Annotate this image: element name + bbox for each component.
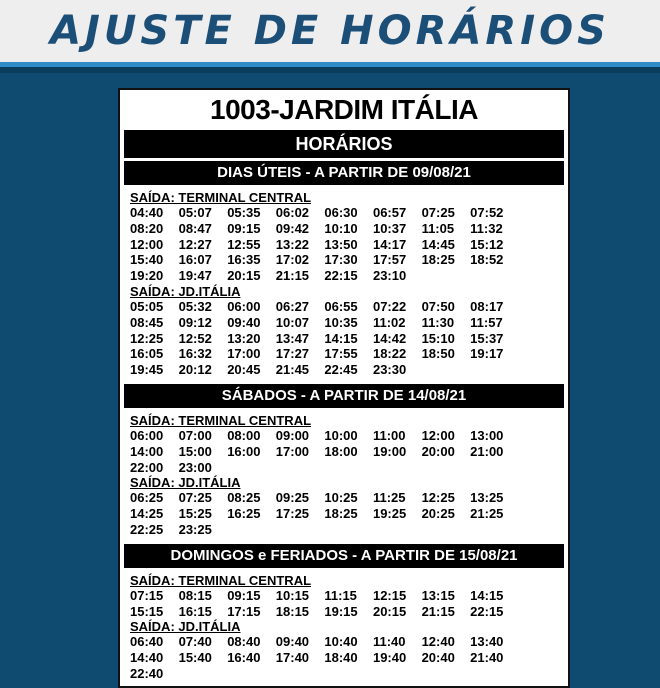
period-section bbox=[120, 185, 568, 381]
banner-title: AJUSTE DE HORÁRIOS bbox=[50, 8, 610, 54]
time-grid bbox=[130, 428, 560, 475]
departure-time: 09:40 bbox=[227, 314, 261, 330]
departure-time: 06:25 bbox=[130, 490, 164, 506]
departure-time: 13:00 bbox=[470, 427, 504, 443]
departure-label: SAÍDA: JD.ITÁLIA bbox=[130, 283, 241, 299]
departure-time: 16:00 bbox=[227, 443, 261, 459]
departure-time: 16:32 bbox=[178, 346, 212, 362]
departure-time: 06:30 bbox=[324, 205, 358, 220]
departure-time: 10:15 bbox=[275, 587, 310, 603]
time-grid bbox=[130, 490, 560, 537]
departure-time: 06:55 bbox=[324, 298, 358, 314]
departure-label: SAÍDA: TERMINAL CENTRAL bbox=[130, 412, 312, 428]
departure-time: 11:40 bbox=[372, 634, 406, 650]
departure-time: 20:15 bbox=[227, 268, 261, 284]
departure-time: 12:52 bbox=[178, 330, 212, 346]
departure-time: 17:55 bbox=[324, 346, 358, 362]
departure-time: 21:15 bbox=[275, 268, 310, 284]
departure-time: 09:12 bbox=[178, 314, 212, 330]
departure-time: 18:50 bbox=[421, 346, 455, 362]
departure-time: 08:47 bbox=[178, 220, 212, 236]
departure-label: SAÍDA: JD.ITÁLIA bbox=[130, 475, 241, 491]
period-section bbox=[120, 408, 568, 541]
departure-time: 17:30 bbox=[324, 252, 358, 268]
departure-time: 15:12 bbox=[470, 236, 504, 252]
departure-time: 22:40 bbox=[130, 665, 164, 681]
departure-time: 19:17 bbox=[470, 346, 504, 362]
departure-time: 17:40 bbox=[275, 650, 310, 666]
departure-time: 12:00 bbox=[130, 236, 164, 252]
departure-time: 22:45 bbox=[324, 362, 358, 378]
departure-time: 07:25 bbox=[421, 205, 455, 220]
departure-time: 14:00 bbox=[130, 443, 164, 459]
departure-time: 21:00 bbox=[470, 443, 504, 459]
departure-time: 04:40 bbox=[130, 205, 164, 220]
departure-time: 07:50 bbox=[421, 298, 455, 314]
departure-time: 05:32 bbox=[178, 298, 212, 314]
departure-time: 15:00 bbox=[178, 443, 212, 459]
departure-time: 21:45 bbox=[275, 362, 310, 378]
time-grid bbox=[130, 588, 560, 620]
departure-time: 12:15 bbox=[372, 587, 407, 603]
departure-time: 13:22 bbox=[275, 236, 310, 252]
period-section bbox=[120, 568, 568, 685]
schedule-card bbox=[118, 88, 570, 688]
departure-time: 10:10 bbox=[324, 220, 358, 236]
departure-time: 08:45 bbox=[130, 314, 164, 330]
departure-time: 20:40 bbox=[421, 650, 455, 666]
departure-time: 14:25 bbox=[130, 506, 164, 522]
departure-time: 14:40 bbox=[130, 650, 164, 666]
departure-time: 20:45 bbox=[227, 362, 261, 378]
departure-time: 19:45 bbox=[130, 362, 164, 378]
departure-time: 09:15 bbox=[227, 587, 261, 603]
departure-time: 21:40 bbox=[470, 650, 504, 666]
departure-time: 11:02 bbox=[372, 314, 406, 330]
departure-time: 06:00 bbox=[227, 298, 261, 314]
departure-time: 07:52 bbox=[470, 205, 504, 220]
departure-time: 14:42 bbox=[372, 330, 407, 346]
departure-time: 17:00 bbox=[227, 346, 261, 362]
departure-time: 11:57 bbox=[470, 314, 503, 330]
departure-time: 23:25 bbox=[178, 521, 212, 537]
departure-time: 07:15 bbox=[130, 587, 164, 603]
departure-time: 10:35 bbox=[324, 314, 358, 330]
departure-time: 07:40 bbox=[178, 634, 212, 650]
departure-time: 15:37 bbox=[470, 330, 504, 346]
departure-time: 09:25 bbox=[275, 490, 310, 506]
departure-time: 18:25 bbox=[421, 252, 455, 268]
departure-time: 13:20 bbox=[227, 330, 261, 346]
departure-time: 16:35 bbox=[227, 252, 261, 268]
departure-time: 09:15 bbox=[227, 220, 261, 236]
departure-time: 18:15 bbox=[275, 603, 310, 619]
departure-time: 14:45 bbox=[421, 236, 455, 252]
period-header: DOMINGOS e FERIADOS - A PARTIR DE 15/08/21 bbox=[124, 544, 564, 568]
departure-time: 10:07 bbox=[275, 314, 310, 330]
departure-time: 12:25 bbox=[421, 490, 455, 506]
departure-time: 06:40 bbox=[130, 634, 164, 650]
departure-time: 18:22 bbox=[372, 346, 407, 362]
departure-time: 10:25 bbox=[324, 490, 358, 506]
departure-time: 09:40 bbox=[275, 634, 310, 650]
departure-time: 17:25 bbox=[275, 506, 310, 522]
departure-time: 10:40 bbox=[324, 634, 358, 650]
departure-time: 08:15 bbox=[178, 587, 212, 603]
departure-time: 09:42 bbox=[275, 220, 310, 236]
departure-time: 08:20 bbox=[130, 220, 164, 236]
departure-time: 12:40 bbox=[421, 634, 455, 650]
departure-time: 19:40 bbox=[372, 650, 407, 666]
departure-time: 18:25 bbox=[324, 506, 358, 522]
departure-time: 11:30 bbox=[421, 314, 455, 330]
departure-time: 06:00 bbox=[130, 427, 164, 443]
departure-time: 22:00 bbox=[130, 459, 164, 475]
route-title: 1003-JARDIM ITÁLIA bbox=[210, 94, 478, 125]
departure-time: 05:05 bbox=[130, 298, 164, 314]
departure-time: 19:25 bbox=[372, 506, 407, 522]
departure-time: 08:00 bbox=[227, 427, 261, 443]
departure-time: 06:57 bbox=[372, 205, 407, 220]
departure-time: 19:15 bbox=[324, 603, 358, 619]
departure-time: 13:47 bbox=[275, 330, 310, 346]
departure-time: 15:15 bbox=[130, 603, 164, 619]
departure-time: 17:27 bbox=[275, 346, 310, 362]
departure-time: 10:37 bbox=[372, 220, 407, 236]
departure-time: 15:25 bbox=[178, 506, 212, 522]
departure-time: 21:25 bbox=[470, 506, 504, 522]
departure-time: 12:55 bbox=[227, 236, 261, 252]
departure-time: 15:40 bbox=[178, 650, 212, 666]
departure-time: 21:15 bbox=[421, 603, 455, 619]
schedule-header: HORÁRIOS bbox=[124, 130, 564, 158]
departure-time: 12:27 bbox=[178, 236, 212, 252]
departure-time: 14:15 bbox=[470, 587, 504, 603]
departure-time: 11:32 bbox=[470, 220, 503, 236]
banner-stripe-dark bbox=[0, 67, 660, 73]
departure-time: 19:47 bbox=[178, 268, 212, 284]
departure-time: 15:40 bbox=[130, 252, 164, 268]
departure-time: 18:40 bbox=[324, 650, 358, 666]
departure-time: 18:00 bbox=[324, 443, 358, 459]
departure-time: 17:57 bbox=[372, 252, 407, 268]
departure-time: 11:05 bbox=[421, 220, 455, 236]
departure-time: 22:15 bbox=[324, 268, 358, 284]
departure-label: SAÍDA: TERMINAL CENTRAL bbox=[130, 572, 312, 588]
schedule-periods bbox=[120, 161, 568, 685]
departure-time: 16:40 bbox=[227, 650, 261, 666]
period-header: SÁBADOS - A PARTIR DE 14/08/21 bbox=[124, 384, 564, 408]
departure-time: 09:00 bbox=[275, 427, 310, 443]
departure-time: 11:00 bbox=[372, 427, 406, 443]
departure-time: 08:17 bbox=[470, 298, 504, 314]
departure-time: 13:15 bbox=[421, 587, 455, 603]
departure-time: 07:00 bbox=[178, 427, 212, 443]
departure-time: 23:10 bbox=[372, 268, 407, 284]
time-grid bbox=[130, 299, 560, 378]
departure-time: 19:20 bbox=[130, 268, 164, 284]
departure-time: 15:10 bbox=[421, 330, 455, 346]
departure-time: 14:15 bbox=[324, 330, 358, 346]
departure-time: 16:05 bbox=[130, 346, 164, 362]
departure-time: 05:35 bbox=[227, 205, 261, 220]
departure-time: 05:07 bbox=[178, 205, 212, 220]
departure-time: 20:00 bbox=[421, 443, 455, 459]
departure-time: 23:30 bbox=[372, 362, 407, 378]
departure-time: 17:00 bbox=[275, 443, 310, 459]
departure-time: 12:00 bbox=[421, 427, 455, 443]
departure-time: 16:25 bbox=[227, 506, 261, 522]
departure-time: 10:00 bbox=[324, 427, 358, 443]
departure-time: 11:25 bbox=[372, 490, 406, 506]
departure-time: 17:02 bbox=[275, 252, 310, 268]
departure-time: 07:25 bbox=[178, 490, 212, 506]
departure-time: 14:17 bbox=[372, 236, 407, 252]
departure-time: 13:40 bbox=[470, 634, 504, 650]
departure-time: 06:27 bbox=[275, 298, 310, 314]
departure-time: 06:02 bbox=[275, 205, 310, 220]
period-header: DIAS ÚTEIS - A PARTIR DE 09/08/21 bbox=[124, 161, 564, 185]
departure-time: 12:25 bbox=[130, 330, 164, 346]
time-grid bbox=[130, 634, 560, 681]
departure-time: 16:15 bbox=[178, 603, 212, 619]
departure-time: 20:25 bbox=[421, 506, 455, 522]
departure-time: 11:15 bbox=[324, 587, 357, 603]
departure-time: 13:25 bbox=[470, 490, 504, 506]
departure-time: 20:15 bbox=[372, 603, 407, 619]
departure-time: 13:50 bbox=[324, 236, 358, 252]
banner bbox=[0, 0, 660, 62]
departure-time: 16:07 bbox=[178, 252, 212, 268]
departure-time: 07:22 bbox=[372, 298, 407, 314]
departure-time: 08:40 bbox=[227, 634, 261, 650]
departure-label: SAÍDA: TERMINAL CENTRAL bbox=[130, 190, 312, 205]
departure-time: 18:52 bbox=[470, 252, 504, 268]
departure-label: SAÍDA: JD.ITÁLIA bbox=[130, 619, 241, 635]
departure-time: 20:12 bbox=[178, 362, 212, 378]
departure-time: 17:15 bbox=[227, 603, 261, 619]
departure-time: 08:25 bbox=[227, 490, 261, 506]
departure-time: 22:25 bbox=[130, 521, 164, 537]
time-grid bbox=[130, 205, 560, 284]
departure-time: 23:00 bbox=[178, 459, 212, 475]
departure-time: 22:15 bbox=[470, 603, 504, 619]
departure-time: 19:00 bbox=[372, 443, 407, 459]
